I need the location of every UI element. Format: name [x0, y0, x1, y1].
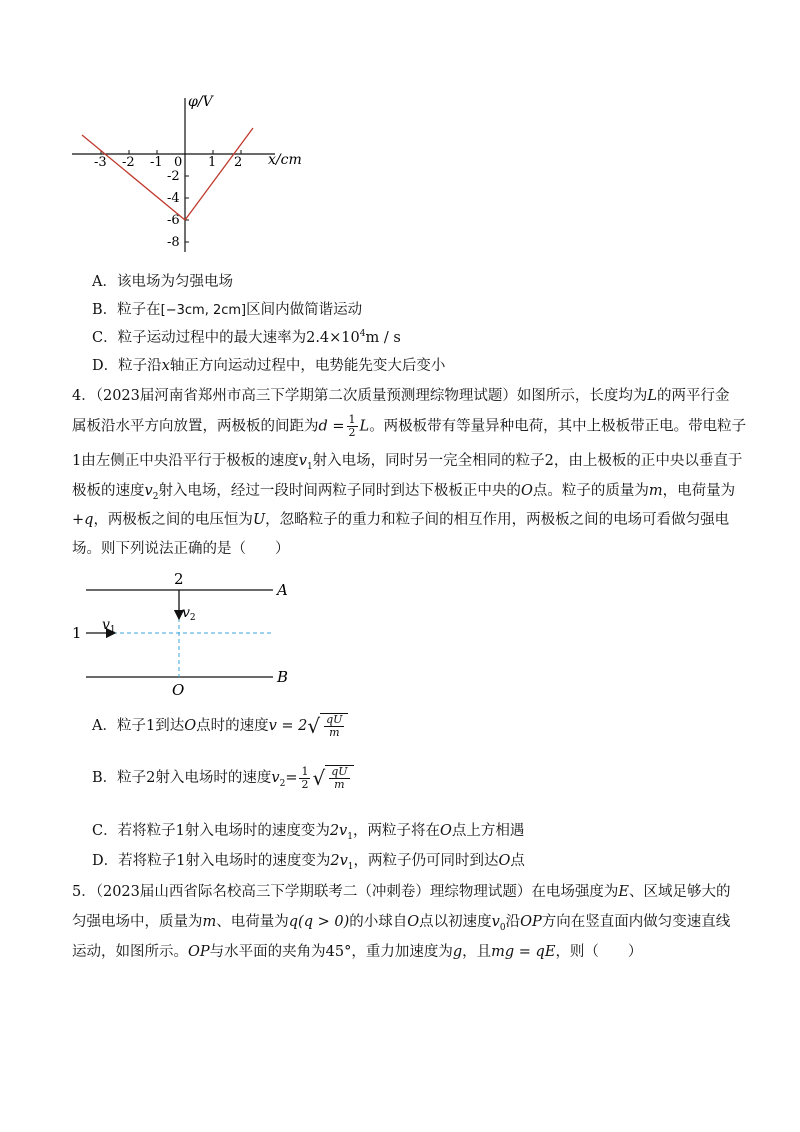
- label-B: B: [277, 668, 289, 686]
- label-particle-2: 2: [174, 570, 184, 588]
- x-tick-label: 1: [208, 155, 217, 170]
- potential-graph: [70, 90, 310, 260]
- q4-option-b: B．粒子2射入电场时的速度$v_2=$ $\frac{1}{2}$ √ $\frac{qU}{m}$: [92, 765, 354, 791]
- y-tick-label: -8: [167, 235, 180, 250]
- q4-line-6: 场。则下列说法正确的是（ ）: [72, 541, 290, 557]
- y-tick-label: -6: [167, 213, 180, 228]
- fraction: $\frac{1}{2}$: [348, 413, 356, 439]
- q5-line-1: 5．（2023届山西省际名校高三下学期联考二（冲刺卷）理综物理试题）在电场强度为E、区域足够大的: [72, 884, 731, 900]
- x-tick-label: -2: [122, 155, 135, 170]
- label-O: O: [172, 681, 185, 699]
- q4-option-c: C．若将粒子1射入电场时的速度变为$2v_1$，两粒子将在O点上方相遇: [92, 823, 525, 842]
- q4-line-4: 极板的速度$v_2$射入电场，经过一段时间两粒子同时到达下极板正中央的O点。粒子的质量为m，电荷量为: [72, 483, 736, 502]
- x-tick-label: 0: [174, 155, 183, 170]
- potential-line-right: [185, 128, 253, 220]
- q5-line-3: 运动，如图所示。OP与水平面的夹角为45°，重力加速度为g，且mg = qE，则（ ）: [72, 944, 643, 960]
- x-tick-label: -3: [94, 155, 107, 170]
- plates-diagram: [68, 565, 308, 700]
- label-A: A: [277, 581, 288, 599]
- x-tick-label: -1: [150, 155, 163, 170]
- label-v1: $v_1$: [102, 617, 116, 635]
- option-c: C．粒子运动过程中的最大速率为$2.4\times 10^4m / s$: [92, 329, 401, 346]
- q4-option-d: D．若将粒子1射入电场时的速度变为$2v_1$，两粒子仍可同时到达O点: [92, 853, 525, 872]
- y-tick-label: -2: [167, 169, 180, 184]
- x-axis-label: x/cm: [268, 152, 302, 168]
- label-particle-1: 1: [72, 624, 82, 642]
- q4-line-5: +q，两极板之间的电压恒为U，忽略粒子的重力和粒子间的相互作用，两极板之间的电场可看做匀强电: [72, 512, 730, 528]
- x-tick-label: 2: [234, 155, 243, 170]
- y-tick-label: -4: [167, 191, 180, 206]
- q5-line-2: 匀强电场中，质量为m、电荷量为q(q > 0)的小球自O点以初速度$v_0$沿OP方向在竖直面内做匀变速直线: [72, 914, 731, 933]
- option-b: B．粒子在[−3cm, 2cm]区间内做简谐运动: [92, 302, 363, 318]
- q4-line-3: 1由左侧正中央沿平行于极板的速度$v_1$射入电场，同时另一完全相同的粒子2，由上极板的正中央以垂直于: [72, 453, 743, 472]
- q4-option-a: A．粒子1到达O点时的速度v = 2√ $\frac{qU}{m}$: [92, 713, 348, 739]
- y-axis-label: φ/V: [188, 94, 213, 110]
- label-v2: $v_2$: [182, 605, 196, 623]
- option-d: D．粒子沿x轴正方向运动过程中，电势能先变大后变小: [92, 358, 446, 374]
- option-a: A．该电场为匀强电场: [92, 274, 233, 290]
- q4-line-2: 属板沿水平方向放置，两极板的间距为d = $\frac{1}{2}$ L。两极板带有等量异种电荷，其中上极板带正电。带电粒子: [72, 413, 747, 439]
- q4-line-1: 4．（2023届河南省郑州市高三下学期第二次质量预测理综物理试题）如图所示，长度均为L的两平行金: [72, 388, 730, 404]
